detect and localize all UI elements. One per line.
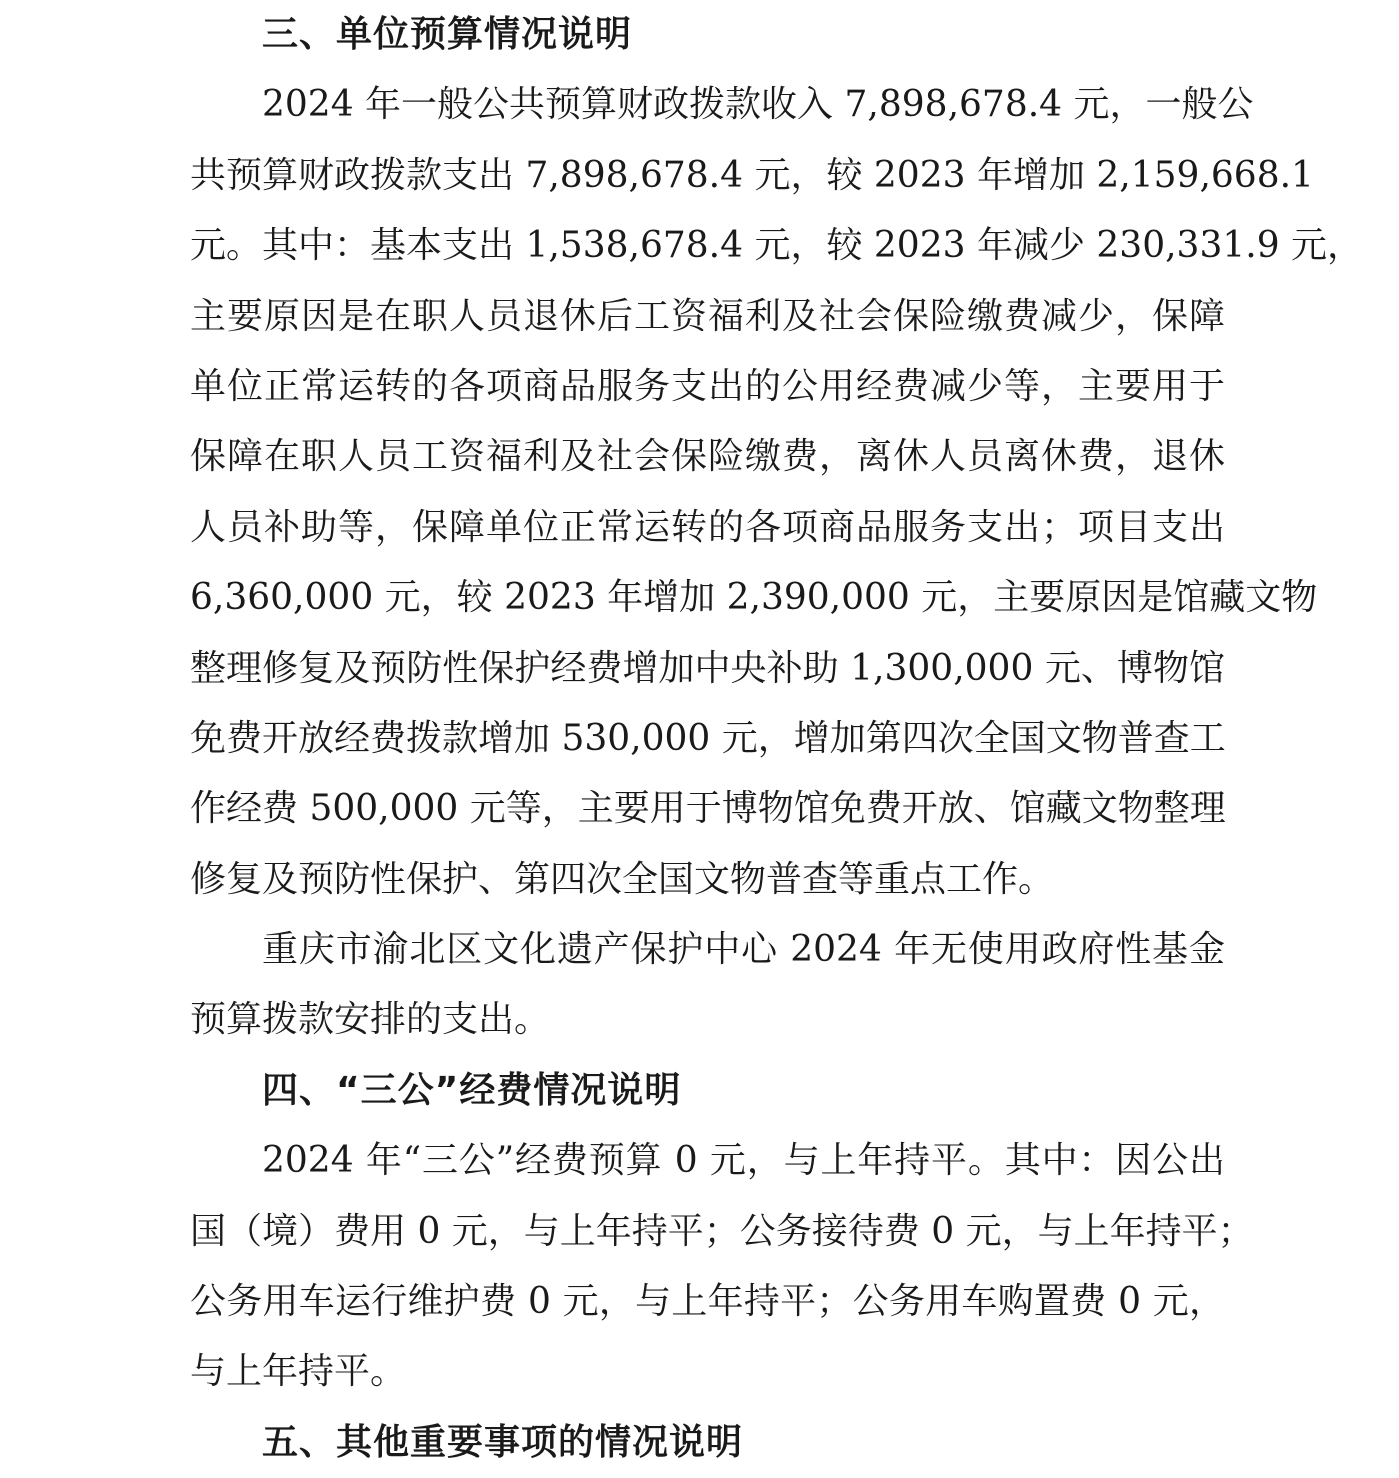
- text-line: 作经费 500,000 元等，主要用于博物馆免费开放、馆藏文物整理: [190, 788, 1226, 830]
- text-line: 修复及预防性保护、第四次全国文物普查等重点工作。: [190, 858, 1055, 900]
- text-line: 重庆市渝北区文化遗产保护中心 2024 年无使用政府性基金: [262, 929, 1225, 971]
- text-line: 主要原因是在职人员退休后工资福利及社会保险缴费减少，保障: [190, 295, 1225, 337]
- paragraph-government-fund: [190, 915, 1225, 1056]
- text-line: 公务用车运行维护费 0 元，与上年持平；公务用车购置费 0 元，: [190, 1281, 1225, 1323]
- paragraph-three-public-expenses: [190, 1126, 1254, 1408]
- section-heading-5: 五、其他重要事项的情况说明: [262, 1421, 744, 1463]
- text-line: 整理修复及预防性保护经费增加中央补助 1,300,000 元、博物馆: [190, 647, 1225, 689]
- text-line: 6,360,000 元，较 2023 年增加 2,390,000 元，主要原因是馆藏文物: [190, 577, 1318, 619]
- text-line: 预算拨款安排的支出。: [190, 999, 551, 1041]
- text-line: 保障在职人员工资福利及社会保险缴费，离休人员离休费，退休: [190, 436, 1225, 478]
- text-line: 单位正常运转的各项商品服务支出的公用经费减少等，主要用于: [190, 365, 1225, 407]
- text-line: 免费开放经费拨款增加 530,000 元，增加第四次全国文物普查工: [190, 717, 1226, 759]
- text-line: 人员补助等，保障单位正常运转的各项商品服务支出；项目支出: [190, 506, 1225, 548]
- text-line: 与上年持平。: [190, 1351, 407, 1393]
- text-line: 元。其中：基本支出 1,538,678.4 元，较 2023 年减少 230,331.9 元，: [190, 225, 1364, 267]
- paragraph-budget-overview: [190, 70, 1364, 915]
- text-line: 国（境）费用 0 元，与上年持平；公务接待费 0 元，与上年持平；: [190, 1210, 1254, 1252]
- section-heading-4: 四、“三公”经费情况说明: [262, 1069, 682, 1111]
- section-heading-3: 三、单位预算情况说明: [262, 14, 633, 55]
- text-line: 2024 年一般公共预算财政拨款收入 7,898,678.4 元，一般公: [262, 84, 1254, 126]
- document-page: [190, 0, 1364, 1478]
- text-line: 2024 年“三公”经费预算 0 元，与上年持平。其中：因公出: [262, 1140, 1225, 1182]
- text-line: 共预算财政拨款支出 7,898,678.4 元，较 2023 年增加 2,159,668.1: [190, 154, 1314, 196]
